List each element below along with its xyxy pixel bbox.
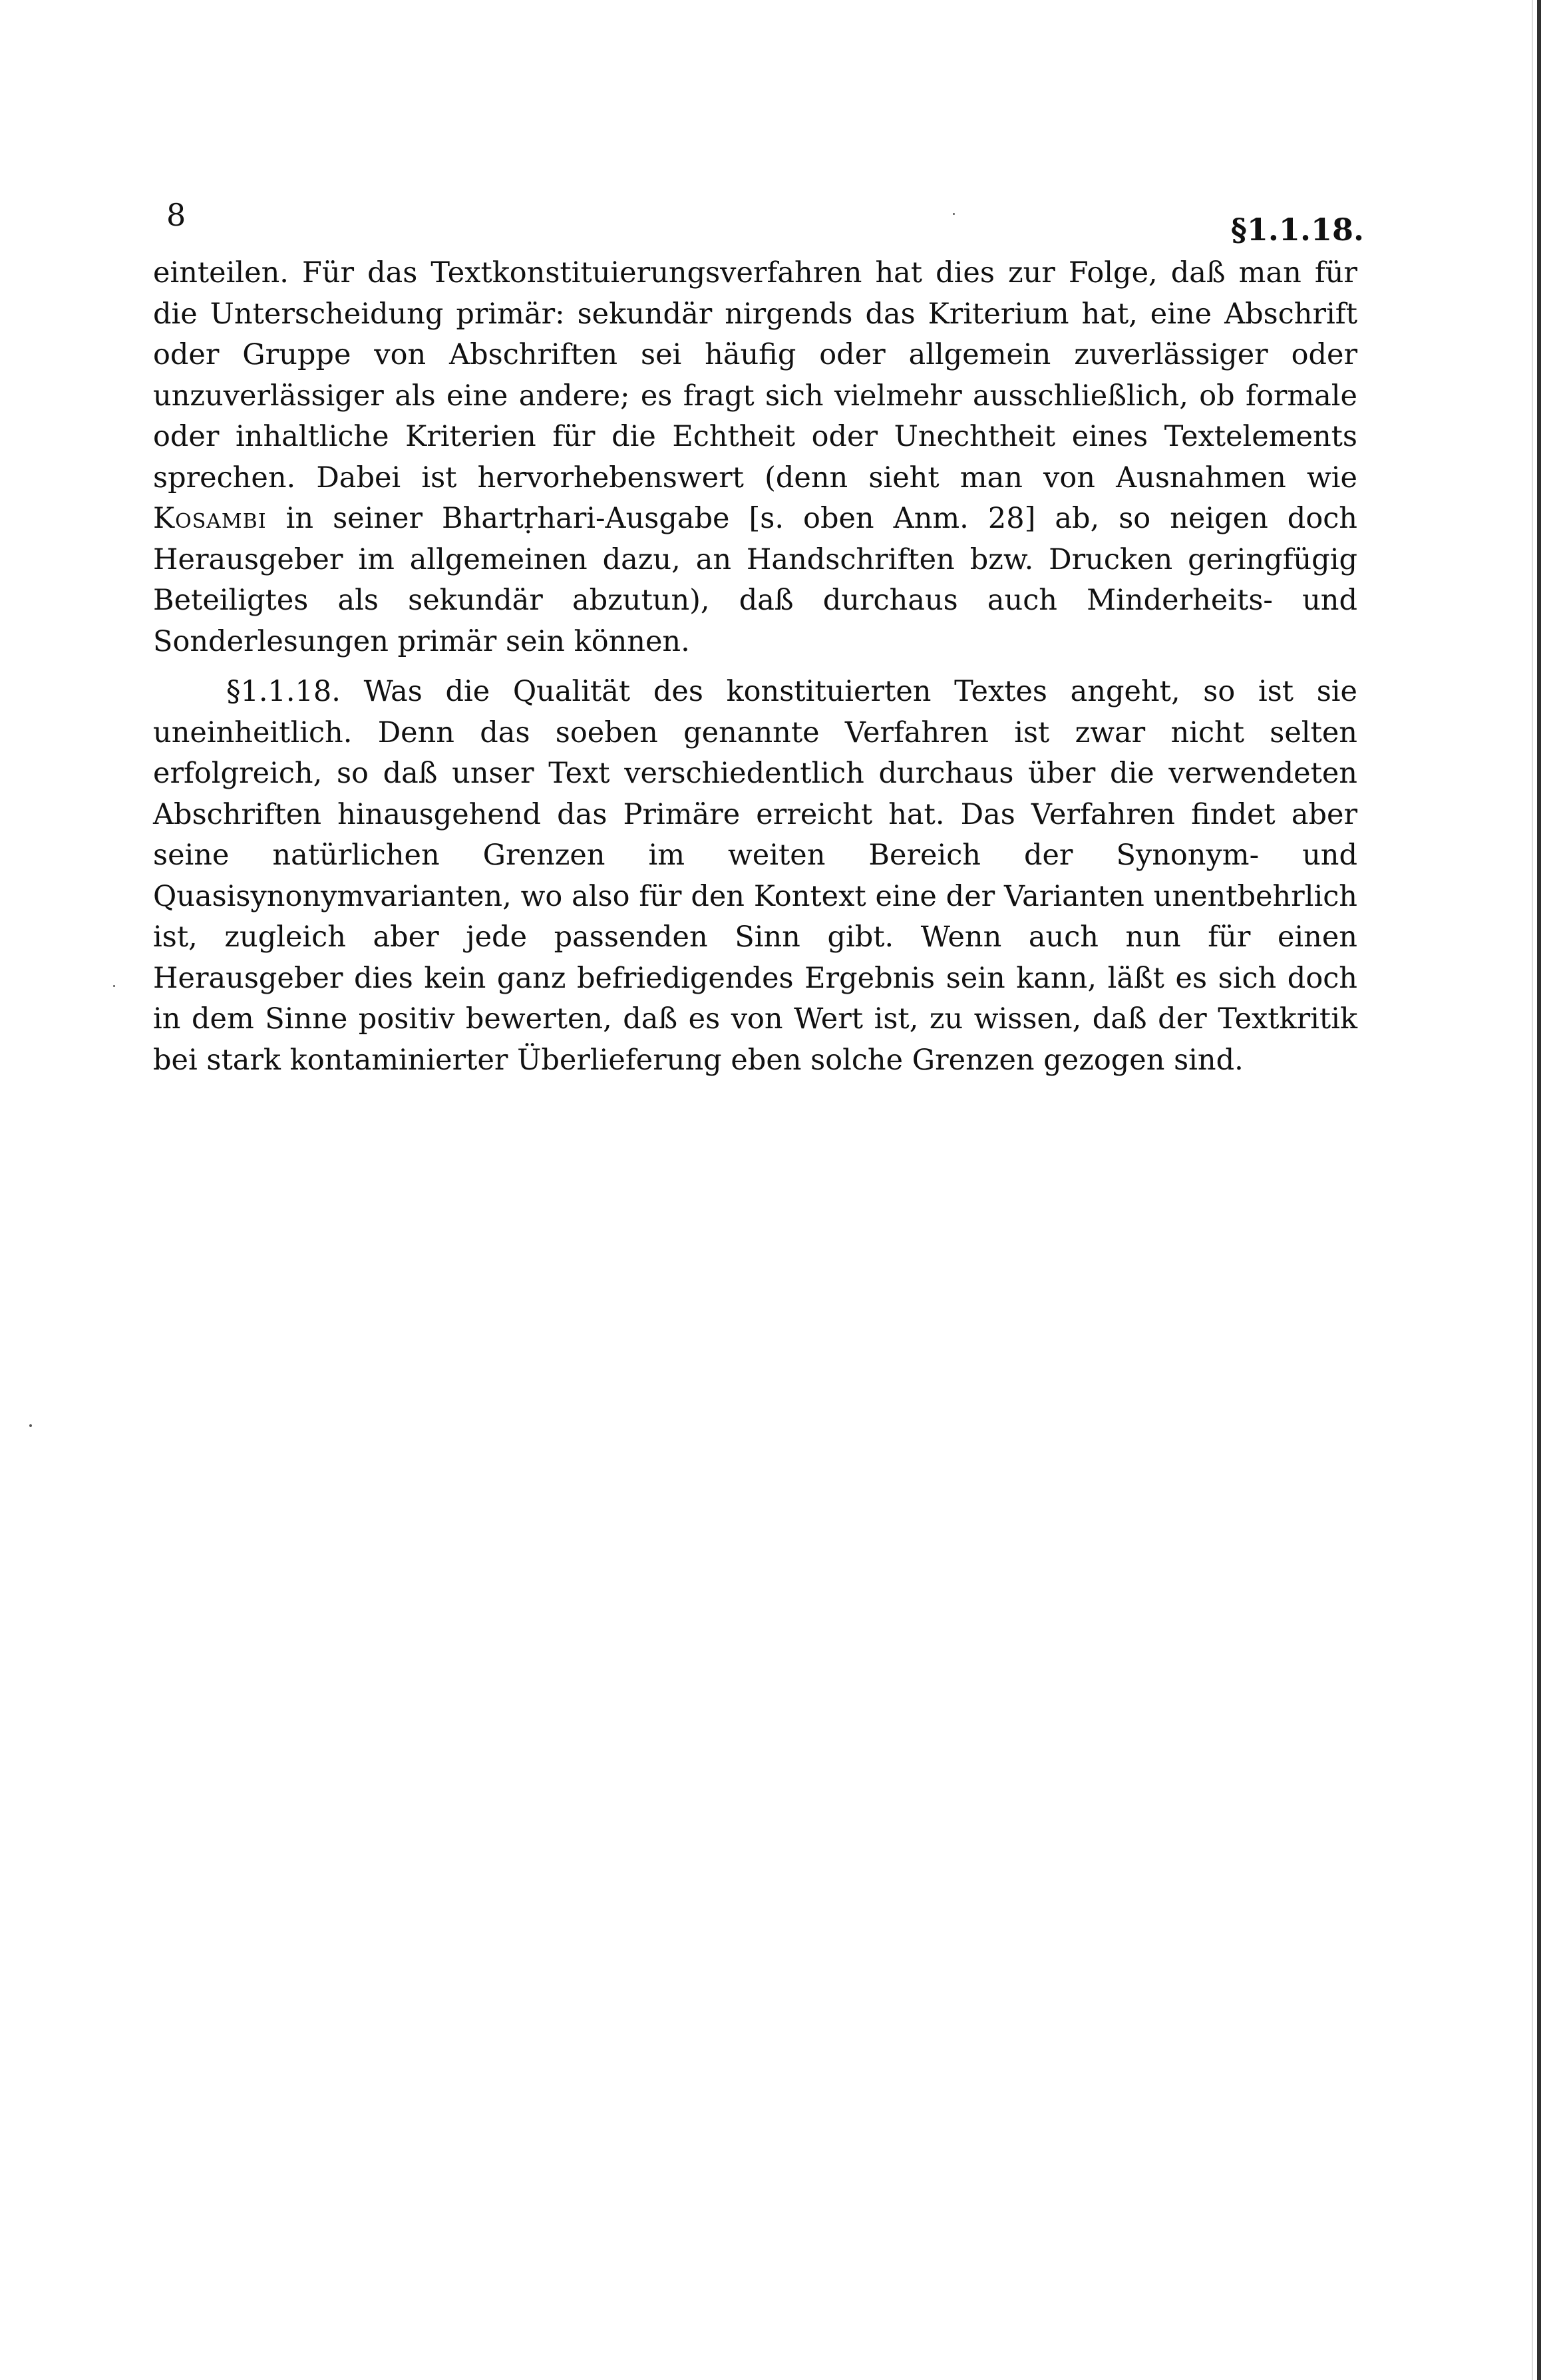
scan-edge-shadow-light — [1532, 0, 1533, 2380]
paragraph-1 — [153, 253, 1357, 662]
body-text — [153, 253, 1357, 1081]
paragraph-1-part-a: einteilen. Für das Textkonstituierungsverfahren hat dies zur Folge, daß man für die Unterscheidung primär: sekundär nirgends das Kriterium hat, eine Abschrift oder Gruppe von Abschriften sei häufig oder allgemein zuverlässiger oder unzuverlässiger als eine andere; es fragt sich vielmehr ausschließlich, ob formale oder inhaltliche Kriterien für die Echtheit oder Unechtheit eines Textelements sprechen. Dabei ist hervorhebenswert (denn sieht man von Ausnahmen wie — [153, 256, 1357, 495]
scan-edge-shadow — [1537, 0, 1541, 2380]
scan-speck — [29, 1424, 32, 1427]
paragraph-2: §1.1.18. Was die Qualität des konstituierten Textes angeht, so ist sie uneinheitlich. Denn das soeben genannte Verfahren ist zwar nicht selten erfolgreich, so daß unser Text verschiedentlich durchaus über die verwendeten Abschriften hinausgehend das Primäre erreicht hat. Das Verfahren findet aber seine natürlichen Grenzen im weiten Bereich der Synonym- und Quasisynonymvarianten, wo also für den Kontext eine der Varianten unentbehrlich ist, zugleich aber jede passenden Sinn gibt. Wenn auch nun für einen Herausgeber dies kein ganz befriedigendes Ergebnis sein kann, läßt es sich doch in dem Sinne positiv bewerten, daß es von Wert ist, zu wissen, daß der Textkritik bei stark kontaminierter Überlieferung eben solche Grenzen gezogen sind. — [153, 675, 1357, 1077]
author-name-kosambi: Kosambi — [153, 502, 267, 535]
scan-speck — [953, 213, 955, 215]
page-number: 8 — [166, 197, 186, 233]
scan-speck — [113, 985, 115, 987]
running-head-section: §1.1.18. — [1230, 212, 1364, 248]
paragraph-1-part-b: in seiner Bhartṛhari-Ausgabe [s. oben Anm. 28] ab, so neigen doch Herausgeber im allgemeinen dazu, an Handschriften bzw. Drucken geringfügig Beteiligtes als sekundär abzutun), daß durchaus auch Minderheits- und Sonderlesungen primär sein können. — [153, 502, 1357, 658]
